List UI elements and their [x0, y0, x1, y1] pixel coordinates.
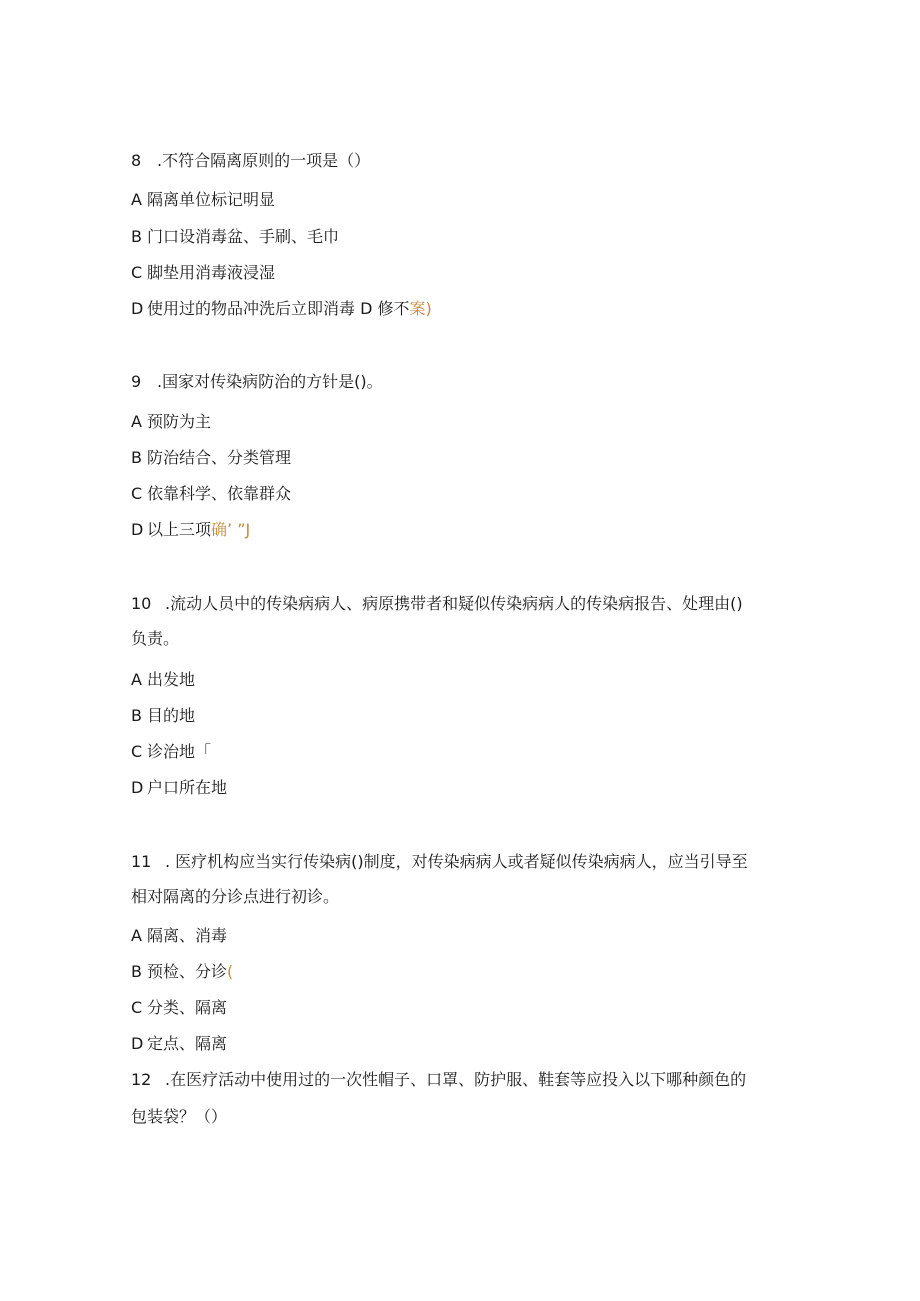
question-number: 9	[131, 372, 142, 391]
option-9-b: B 防治结合、分类管理	[131, 448, 292, 467]
question-number: 12	[131, 1070, 152, 1089]
question-10	[131, 594, 743, 614]
answer-mark: (	[227, 962, 234, 981]
question-text: .在医疗活动中使用过的一次性帽子、口罩、防护服、鞋套等应投入以下哪种颜色的	[165, 1070, 747, 1089]
option-11-d: D 定点、隔离	[131, 1034, 228, 1053]
question-number: 11	[131, 852, 152, 871]
option-8-c: C 脚垫用消毒液浸湿	[131, 263, 276, 282]
option-10-b: B 目的地	[131, 706, 196, 725]
option-10-c: C 诊治地「	[131, 742, 212, 761]
question-number: 10	[131, 594, 152, 613]
question-text: .国家对传染病防治的方针是()。	[157, 372, 383, 391]
option-10-d: D 户口所在地	[131, 778, 228, 797]
question-number: 8	[131, 151, 142, 170]
answer-mark: 确’ ”J	[211, 520, 251, 539]
option-8-a: A 隔离单位标记明显	[131, 190, 276, 209]
question-text: .不符合隔离原则的一项是（）	[157, 151, 371, 170]
question-10-continuation: 负责。	[131, 629, 180, 648]
option-8-b: B 门口设消毒盆、手刷、毛巾	[131, 227, 340, 246]
question-9	[131, 372, 383, 392]
option-11-c: C 分类、隔离	[131, 998, 228, 1017]
question-text: . 医疗机构应当实行传染病()制度，对传染病病人或者疑似传染病病人，应当引导至	[165, 852, 748, 871]
option-9-a: A 预防为主	[131, 412, 212, 431]
question-8	[131, 151, 370, 171]
answer-mark: 案)	[409, 299, 432, 318]
option-10-a: A 出发地	[131, 670, 196, 689]
option-9-c: C 依靠科学、依靠群众	[131, 484, 292, 503]
question-text: .流动人员中的传染病病人、病原携带者和疑似传染病病人的传染病报告、处理由()	[165, 594, 743, 613]
question-11-continuation: 相对隔离的分诊点进行初诊。	[131, 887, 340, 906]
option-11-b: B 预检、分诊(	[131, 962, 234, 981]
question-12	[131, 1070, 746, 1090]
option-8-d: D 使用过的物品冲洗后立即消毒 D 修不案)	[131, 299, 432, 318]
question-12-continuation: 包装袋？（）	[131, 1107, 228, 1126]
option-11-a: A 隔离、消毒	[131, 926, 228, 945]
option-9-d: D 以上三项确’ ”J	[131, 520, 251, 539]
question-11	[131, 852, 748, 872]
